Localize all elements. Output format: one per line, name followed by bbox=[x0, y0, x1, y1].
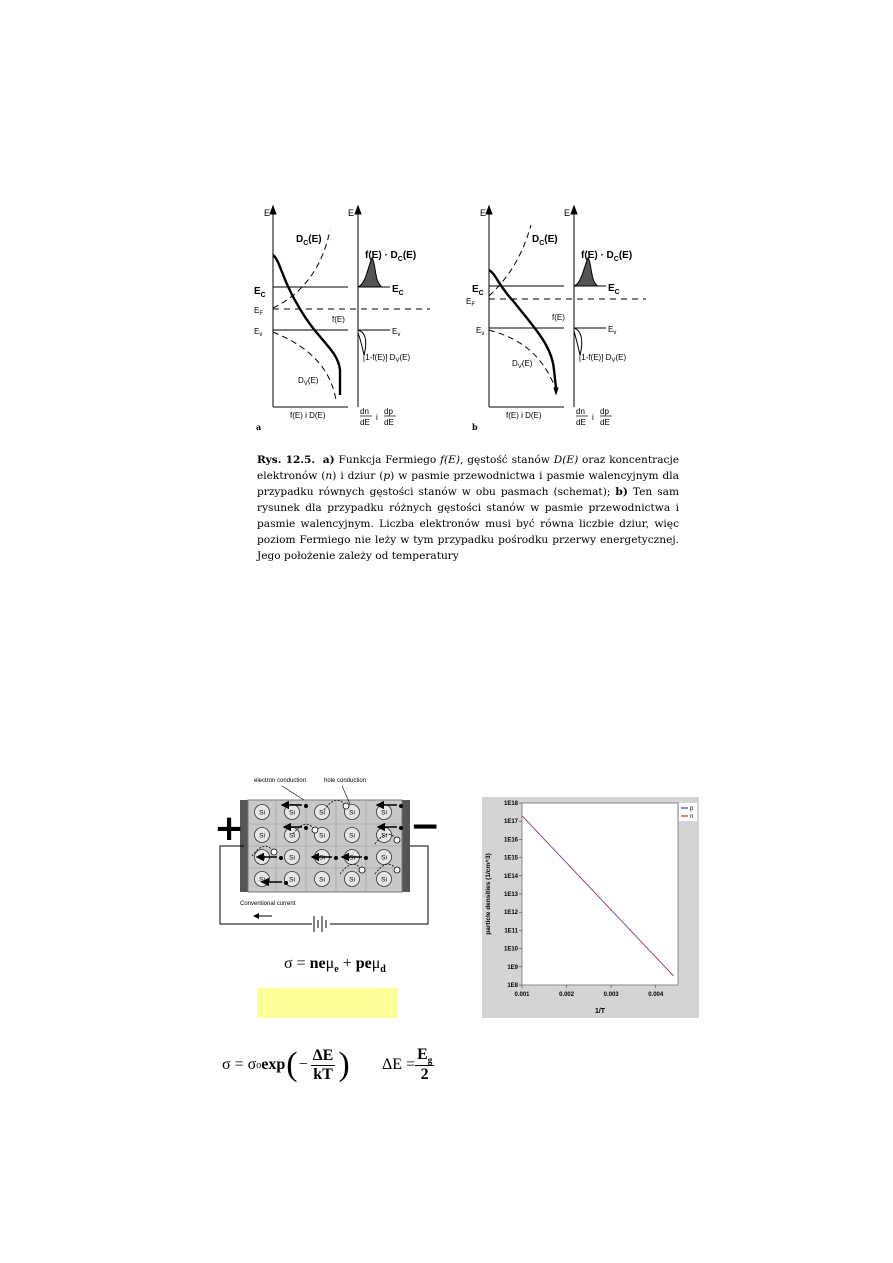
si-atom-label: Si bbox=[381, 832, 387, 840]
si-atom-label: Si bbox=[381, 854, 387, 862]
two-den: 2 bbox=[420, 1066, 429, 1084]
caption-t3: oraz koncentracje elektronów ( bbox=[257, 454, 679, 482]
fdc-label-a: $f(E) \cdot D_C(E)$ bbox=[365, 250, 417, 263]
eg-sub: g bbox=[427, 1055, 433, 1066]
fe-label-b: f(E) bbox=[552, 313, 565, 322]
conductivity-formula bbox=[284, 955, 386, 975]
ev-right-b: $E_v$ bbox=[608, 325, 617, 336]
si-atom-label: Si bbox=[289, 876, 295, 884]
electron-dot-5 bbox=[334, 856, 338, 860]
si-atom-label: Si bbox=[349, 832, 355, 840]
figure-caption bbox=[257, 452, 679, 564]
si-atom-label: Si bbox=[349, 809, 355, 817]
caption-b: b) bbox=[615, 486, 628, 498]
de2-a: dE bbox=[384, 418, 394, 427]
y-tick-label: 1E14 bbox=[503, 873, 518, 880]
si-atom-label: Si bbox=[319, 854, 325, 862]
conduction-diagram bbox=[212, 772, 442, 932]
conventional-current-label: Conventional current bbox=[240, 901, 296, 907]
legend-label-p: p bbox=[690, 806, 694, 812]
dp-a: dp bbox=[384, 407, 393, 416]
caption-t5: ) w pasmie przewodnictwa i pasmie walencyjnym dla przypadku równych gęstości stanów w obu pasmach (schemat); bbox=[257, 470, 679, 498]
ec-right-b: $E_C$ bbox=[608, 283, 620, 296]
particle-density-chart bbox=[482, 797, 699, 1018]
one-minus-label-a: [1-f(E)] $D_V(E)$ bbox=[363, 353, 411, 364]
plus-sign: + bbox=[338, 955, 356, 972]
ef-label-b: $E_F$ bbox=[466, 297, 476, 308]
delta-e-lhs: ΔE = bbox=[382, 1056, 416, 1073]
fe-label-a: f(E) bbox=[332, 315, 345, 324]
one-minus-label-b: [1-f(E)] $D_V(E)$ bbox=[579, 353, 627, 364]
right-electrode bbox=[402, 800, 410, 892]
si-atom-label: Si bbox=[259, 854, 265, 862]
fdc-label-b: $f(E) \cdot D_C(E)$ bbox=[581, 250, 633, 263]
y-tick-label: 1E16 bbox=[503, 837, 518, 844]
caption-p: p bbox=[383, 470, 391, 482]
mu-d: μ bbox=[371, 955, 381, 972]
si-atom-label: Si bbox=[319, 876, 325, 884]
electron-conduction-label: electron conduction bbox=[254, 778, 307, 784]
electron-dot-6 bbox=[364, 856, 368, 860]
ef-label-a: $E_F$ bbox=[254, 306, 264, 317]
kt-den: kT bbox=[313, 1065, 333, 1083]
si-atom-label: Si bbox=[349, 876, 355, 884]
ev-right-a: $E_v$ bbox=[392, 327, 401, 338]
si-atom-label: Si bbox=[349, 854, 355, 862]
x-tick-label: 0.001 bbox=[514, 992, 530, 998]
y-tick-label: 1E9 bbox=[507, 964, 518, 971]
y-tick-label: 1E17 bbox=[503, 819, 518, 826]
xlabel-b: f(E) i D(E) bbox=[506, 411, 542, 420]
de1-b: dE bbox=[576, 418, 586, 427]
mu-e: μ bbox=[325, 955, 335, 972]
dc-label-a: $D_C(E)$ bbox=[296, 234, 322, 247]
panel-label-a: a bbox=[256, 422, 262, 432]
caption-t2: , gęstość stanów bbox=[460, 454, 550, 466]
caption-fe: f(E) bbox=[440, 454, 461, 466]
axis-e-left: E bbox=[480, 208, 487, 218]
si-atom-label: Si bbox=[381, 809, 387, 817]
y-tick-label: 1E13 bbox=[503, 892, 518, 898]
y-tick-label: 1E18 bbox=[503, 801, 518, 807]
caption-t6: Ten sam rysunek dla przypadku różnych gęstości stanów w pasmie przewodnictwa i pasmie walencyjnym. Liczba elektronów musi być równa liczbie dziur, więc poziom Fermiego nie leży w tym przypadku pośrodku przerwy energetycznej. Jego położenie zależy od temperatury bbox=[257, 486, 679, 562]
caption-n: n bbox=[325, 470, 333, 482]
caption-t4: ) i dziur ( bbox=[332, 470, 384, 482]
mu-e-sub: e bbox=[334, 964, 339, 976]
si-atom-label: Si bbox=[289, 854, 295, 862]
si-atom-label: Si bbox=[259, 832, 265, 840]
i-b: i bbox=[592, 413, 594, 422]
axis-e-right: E bbox=[564, 208, 571, 218]
plus-terminal: + bbox=[214, 808, 245, 849]
sigma-zero: σ = σ bbox=[222, 1056, 257, 1073]
de2-b: dE bbox=[600, 418, 610, 427]
panel-label-b: b bbox=[472, 422, 478, 432]
axis-e-left: E bbox=[264, 208, 271, 218]
exp-keyword: exp bbox=[261, 1056, 286, 1073]
arrhenius-formula: σ = σ o exp ( − $\frac{\Delta E}{kT}$ ) bbox=[222, 1046, 350, 1083]
minus-terminal: − bbox=[410, 806, 441, 847]
electron-dot-7 bbox=[284, 881, 288, 885]
y-tick-label: 1E10 bbox=[503, 946, 518, 953]
dc-label-b: $D_C(E)$ bbox=[532, 234, 558, 247]
hole-conduction-label: hole conduction bbox=[324, 778, 367, 784]
exp-minus: − bbox=[298, 1056, 308, 1073]
electron-dot-1 bbox=[399, 804, 403, 808]
si-atom-label: Si bbox=[319, 832, 325, 840]
dp-b: dp bbox=[600, 407, 609, 416]
y-tick-label: 1E12 bbox=[503, 910, 518, 917]
mu-d-sub: d bbox=[380, 964, 386, 976]
y-tick-label: 1E8 bbox=[507, 983, 518, 989]
figure-a bbox=[250, 200, 440, 440]
dv-label-b: $D_V(E)$ bbox=[512, 359, 533, 370]
dn-a: dn bbox=[360, 407, 369, 416]
ev-left-a: $E_v$ bbox=[254, 327, 263, 338]
ne: ne bbox=[309, 955, 326, 972]
y-tick-label: 1E11 bbox=[504, 928, 518, 935]
plot-area bbox=[522, 803, 678, 985]
y-tick-label: 1E15 bbox=[503, 855, 518, 862]
ev-left-b: $E_v$ bbox=[476, 326, 485, 337]
gap-formula bbox=[382, 1045, 434, 1085]
si-atom-label: Si bbox=[319, 809, 325, 817]
sigma-lhs: σ = bbox=[284, 955, 310, 972]
dn-b: dn bbox=[576, 407, 585, 416]
highlight-box bbox=[257, 988, 398, 1018]
caption-label: Rys. 12.5. bbox=[257, 454, 316, 466]
si-atom-label: Si bbox=[259, 809, 265, 817]
eg-num: E bbox=[417, 1045, 428, 1063]
dv-label-a: $D_V(E)$ bbox=[298, 376, 319, 387]
figure-b bbox=[466, 200, 656, 440]
caption-de: D(E) bbox=[553, 454, 579, 466]
pe: pe bbox=[355, 955, 372, 972]
si-atom-label: Si bbox=[381, 876, 387, 884]
sigma-zero-sub: o bbox=[256, 1059, 262, 1071]
legend-box bbox=[679, 803, 697, 821]
de1-a: dE bbox=[360, 418, 370, 427]
x-tick-label: 0.004 bbox=[648, 992, 664, 998]
x-tick-label: 0.003 bbox=[603, 992, 619, 998]
si-atom-label: Si bbox=[289, 809, 295, 817]
electron-dot-4 bbox=[279, 856, 283, 860]
ec-right-a: $E_C$ bbox=[392, 284, 404, 297]
si-atom-label: Si bbox=[289, 832, 295, 840]
x-tick-label: 0.002 bbox=[559, 992, 575, 998]
electron-dot-2 bbox=[304, 826, 308, 830]
xlabel-a: f(E) i D(E) bbox=[290, 411, 326, 420]
caption-a: a) bbox=[322, 454, 335, 466]
electron-dot-0 bbox=[304, 804, 308, 808]
delta-e-num: ΔE bbox=[312, 1046, 334, 1064]
i-a: i bbox=[376, 413, 378, 422]
caption-t1: Funkcja Fermiego bbox=[338, 454, 437, 466]
ec-left-a: $E_C$ bbox=[254, 286, 266, 299]
si-atom-label: Si bbox=[259, 876, 265, 884]
electron-dot-3 bbox=[399, 826, 403, 830]
ec-left-b: $E_C$ bbox=[472, 284, 484, 297]
axis-e-right: E bbox=[348, 208, 355, 218]
x-axis-label: 1/T bbox=[594, 1008, 606, 1015]
y-axis-label: particle densities (1/cm^3) bbox=[485, 853, 492, 935]
legend-label-n: n bbox=[690, 814, 694, 820]
